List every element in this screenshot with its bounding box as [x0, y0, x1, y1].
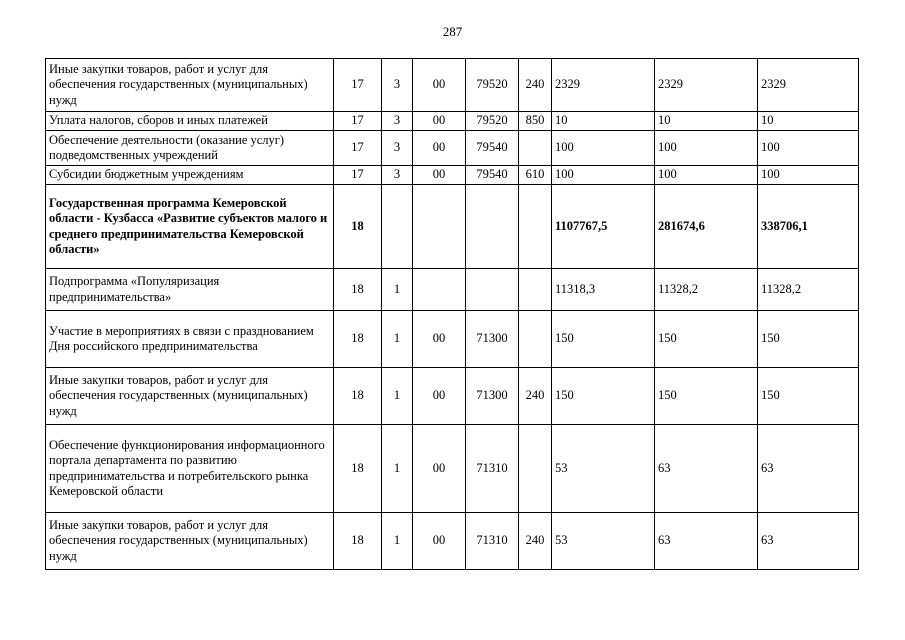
value-2: 150: [655, 311, 758, 368]
value-1: 2329: [552, 59, 655, 112]
code-1: 17: [334, 131, 382, 166]
code-2: 3: [382, 59, 413, 112]
row-name: Иные закупки товаров, работ и услуг для обеспечения государственных (муниципальных) нужд: [46, 513, 334, 570]
value-3: 150: [758, 368, 859, 425]
code-5: [519, 311, 552, 368]
code-4: 79520: [466, 112, 519, 131]
code-3: 00: [413, 311, 466, 368]
code-3: 00: [413, 513, 466, 570]
code-5: 240: [519, 368, 552, 425]
value-1: 150: [552, 368, 655, 425]
code-3: 00: [413, 131, 466, 166]
table-row: [46, 425, 859, 513]
code-5: [519, 185, 552, 269]
code-5: 240: [519, 59, 552, 112]
value-1: 53: [552, 513, 655, 570]
value-2: 11328,2: [655, 269, 758, 311]
code-5: 240: [519, 513, 552, 570]
value-3: 63: [758, 425, 859, 513]
code-5: [519, 269, 552, 311]
row-name: Обеспечение функционирования информационного портала департамента по развитию предпринимательства и потребительского рынка Кемеровской области: [46, 425, 334, 513]
table-row: [46, 311, 859, 368]
value-1: 100: [552, 131, 655, 166]
code-2: 1: [382, 513, 413, 570]
table-row: [46, 513, 859, 570]
code-1: 18: [334, 311, 382, 368]
value-2: 63: [655, 425, 758, 513]
page-number: 287: [442, 24, 463, 39]
value-3: 100: [758, 166, 859, 185]
code-2: [382, 185, 413, 269]
code-4: 71300: [466, 368, 519, 425]
budget-table: [45, 58, 859, 570]
value-1: 150: [552, 311, 655, 368]
table-row: [46, 131, 859, 166]
value-2: 281674,6: [655, 185, 758, 269]
code-3: 00: [413, 112, 466, 131]
code-4: [466, 185, 519, 269]
code-4: 79520: [466, 59, 519, 112]
code-1: 18: [334, 269, 382, 311]
table-row: [46, 185, 859, 269]
value-2: 100: [655, 131, 758, 166]
value-2: 63: [655, 513, 758, 570]
value-2: 2329: [655, 59, 758, 112]
row-name: Субсидии бюджетным учреждениям: [46, 166, 334, 185]
value-1: 10: [552, 112, 655, 131]
code-5: 850: [519, 112, 552, 131]
code-3: [413, 185, 466, 269]
code-1: 18: [334, 425, 382, 513]
value-1: 53: [552, 425, 655, 513]
value-3: 11328,2: [758, 269, 859, 311]
row-name: Подпрограмма «Популяризация предпринимательства»: [46, 269, 334, 311]
code-1: 17: [334, 166, 382, 185]
code-2: 1: [382, 269, 413, 311]
code-2: 3: [382, 112, 413, 131]
value-1: 11318,3: [552, 269, 655, 311]
value-3: 63: [758, 513, 859, 570]
code-4: 79540: [466, 131, 519, 166]
table-row: [46, 368, 859, 425]
code-3: 00: [413, 166, 466, 185]
row-name: Обеспечение деятельности (оказание услуг) подведомственных учреждений: [46, 131, 334, 166]
code-2: 1: [382, 368, 413, 425]
code-1: 17: [334, 112, 382, 131]
code-5: [519, 131, 552, 166]
value-2: 150: [655, 368, 758, 425]
row-name: Иные закупки товаров, работ и услуг для обеспечения государственных (муниципальных) нужд: [46, 59, 334, 112]
code-5: [519, 425, 552, 513]
code-1: 18: [334, 185, 382, 269]
table-row: [46, 166, 859, 185]
code-4: 71310: [466, 513, 519, 570]
code-2: 1: [382, 425, 413, 513]
code-3: 00: [413, 425, 466, 513]
code-4: [466, 269, 519, 311]
code-4: 71300: [466, 311, 519, 368]
code-2: 3: [382, 166, 413, 185]
value-1: 1107767,5: [552, 185, 655, 269]
code-1: 18: [334, 368, 382, 425]
value-3: 338706,1: [758, 185, 859, 269]
code-1: 18: [334, 513, 382, 570]
value-2: 10: [655, 112, 758, 131]
table-row: [46, 59, 859, 112]
code-5: 610: [519, 166, 552, 185]
value-2: 100: [655, 166, 758, 185]
table-row: [46, 112, 859, 131]
code-3: 00: [413, 368, 466, 425]
code-3: [413, 269, 466, 311]
code-2: 1: [382, 311, 413, 368]
code-1: 17: [334, 59, 382, 112]
code-3: 00: [413, 59, 466, 112]
code-4: 79540: [466, 166, 519, 185]
row-name: Иные закупки товаров, работ и услуг для обеспечения государственных (муниципальных) нужд: [46, 368, 334, 425]
row-name: Участие в мероприятиях в связи с празднованием Дня российского предпринимательства: [46, 311, 334, 368]
code-4: 71310: [466, 425, 519, 513]
code-2: 3: [382, 131, 413, 166]
table-row: [46, 269, 859, 311]
value-1: 100: [552, 166, 655, 185]
value-3: 100: [758, 131, 859, 166]
row-name: Уплата налогов, сборов и иных платежей: [46, 112, 334, 131]
value-3: 150: [758, 311, 859, 368]
value-3: 10: [758, 112, 859, 131]
value-3: 2329: [758, 59, 859, 112]
row-name: Государственная программа Кемеровской области - Кузбасса «Развитие субъектов малого и среднего предпринимательства Кемеровской области»: [46, 185, 334, 269]
